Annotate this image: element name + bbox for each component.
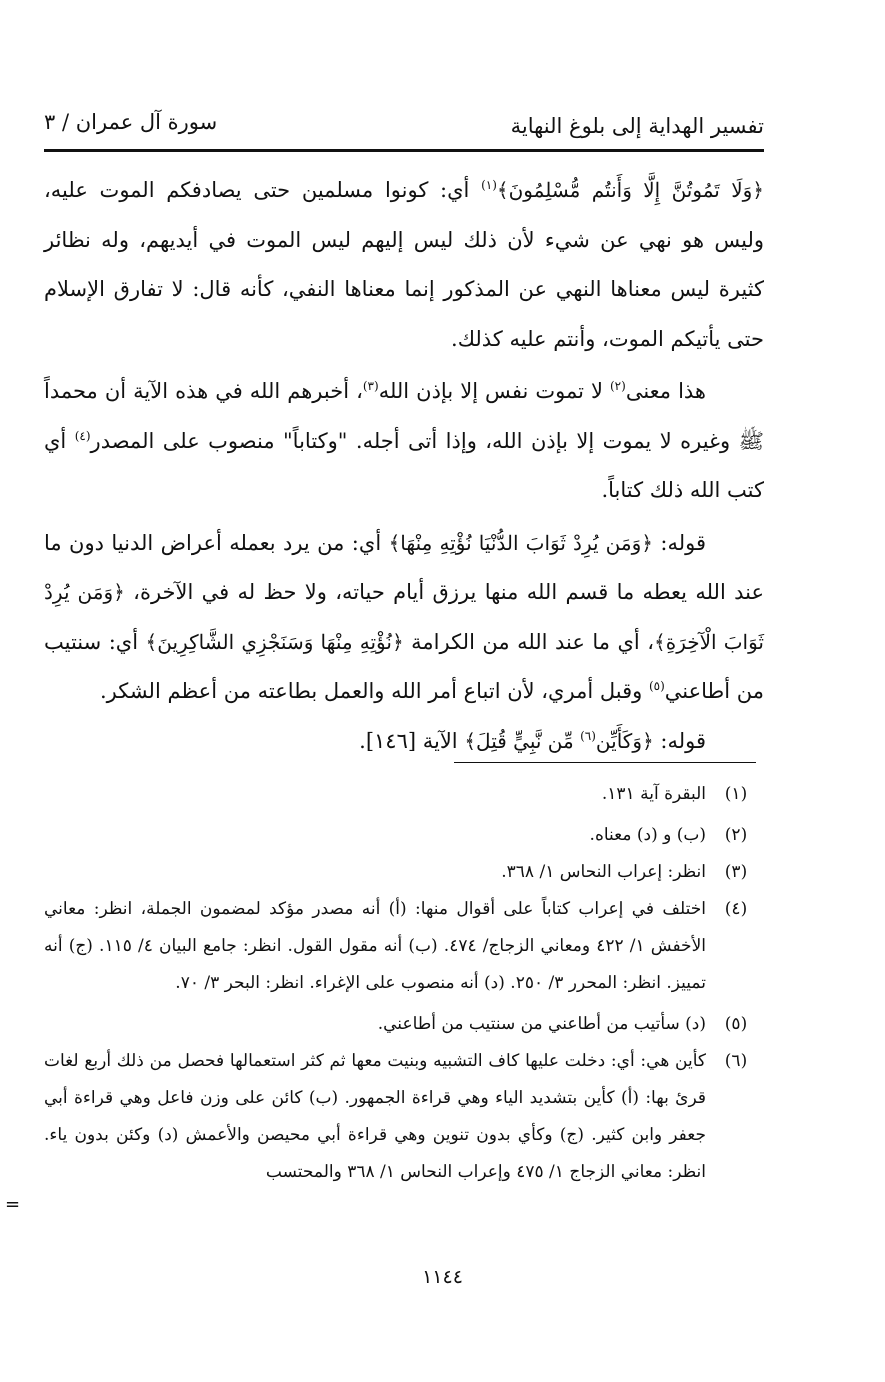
paragraph-3 [44, 519, 764, 717]
main-text [44, 166, 764, 766]
footnote-text: انظر: إعراب النحاس ١/ ٣٦٨. [501, 862, 706, 882]
footnote-text: اختلف في إعراب كتاباً على أقوال منها: (أ) أنه مصدر مؤكد لمضمون الجملة، انظر: معاني الأخفش ١/ ٤٢٢ ومعاني الزجاج/ ٤٧٤. (ب) أنه مقول القول. انظر: جامع البيان ٤/ ١١٥. (ج) أنه تمييز. انظر: المحرر ٣/ ٢٥٠. (د) أنه منصوب على الإغراء. انظر: البحر ٣/ ٧٠. [44, 899, 706, 993]
footnote-number: (٢) [724, 825, 748, 845]
footnote-ref: (١) [481, 178, 497, 192]
continuation-mark: = [5, 1194, 21, 1215]
footnote-text: (ب) و (د) معناه. [589, 825, 706, 845]
quran-verse: ﴿نُؤْتِهِ مِنْهَا وَسَنَجْزِي الشَّاكِرِينَ﴾ [145, 629, 404, 654]
footnote-text: البقرة آية ١٣١. [601, 784, 706, 804]
paragraph-text: الآية [١٤٦]. [359, 728, 465, 753]
quran-verse: ﴿وَكَأَيِّن [595, 728, 654, 753]
paragraph-text: أي: كونوا مسلمين حتى يصادفكم الموت عليه، وليس هو نهي عن شيء لأن ذلك ليس إليهم ليس الموت في أيديهم، وله نظائر كثيرة ليس معناها النهي عن المذكور إنما معناها النفي، كأنه قال: لا تفارق الإسلام حتى يأتيكم الموت، وأنتم عليه كذلك. [44, 178, 764, 351]
footnote-number: (٤) [724, 899, 748, 919]
paragraph-1 [44, 166, 764, 364]
page-number: ١١٤٤ [422, 1266, 463, 1288]
paragraph-text: أي كتب الله ذلك كتاباً. [44, 428, 764, 502]
paragraph-4 [44, 717, 764, 767]
paragraph-text: وقبل أمري، لأن اتباع أمر الله والعمل بطاعته من أعظم الشكر. [99, 679, 649, 703]
paragraph-text: لا تموت نفس إلا بإذن الله [378, 379, 610, 403]
running-header [44, 110, 764, 150]
paragraph-text: أي: سنتيب من أطاعني [44, 629, 764, 703]
footnote [44, 1043, 764, 1191]
footnote-rule [454, 762, 756, 763]
footnote [44, 891, 764, 1002]
surah-label: سورة آل عمران / ٣ [44, 110, 218, 134]
footnote-number: (١) [724, 784, 748, 804]
paragraph-text: قوله: [652, 530, 707, 555]
footnote [44, 854, 764, 891]
footnote [44, 776, 764, 813]
footnote-number: (٥) [724, 1014, 748, 1034]
book-title: تفسير الهداية إلى بلوغ النهاية [510, 114, 764, 138]
paragraph-text: ، أي ما عند الله من الكرامة [403, 629, 654, 654]
footnote-ref: (٥) [648, 679, 665, 693]
paragraph-2 [44, 367, 764, 516]
quran-verse: ﴿وَمَن يُرِدْ ثَوَابَ الدُّنْيَا نُؤْتِهِ مِنْهَا﴾ [388, 530, 653, 555]
paragraph-text: هذا معنى [625, 379, 706, 403]
footnote-ref: (٦) [580, 728, 596, 743]
footnote [44, 817, 764, 854]
footnote-ref: (٤) [74, 428, 91, 443]
quran-verse: ﴿وَلَا تَمُوتُنَّ إِلَّا وَأَنتُم مُّسْلِمُونَ﴾ [496, 178, 764, 202]
quran-verse: ﴿وَمَن يُرِدْ ثَوَابَ الْآخِرَةِ﴾ [44, 580, 764, 654]
paragraph-text: ، أخبرهم الله في هذه الآية أن محمداً ﷺ وغيره لا يموت إلا بإذن الله، وإذا أتى أجله. "وكتاباً" منصوب على المصدر [44, 379, 764, 453]
footnote-ref: (٢) [609, 379, 626, 393]
paragraph-text: أي: من يرد بعمله أعراض الدنيا دون ما عند الله يعطه ما قسم الله منها يرزق أيام حياته، ولا حظ له في الآخرة، [44, 530, 764, 604]
footnote-text: كأين هي: أي: دخلت عليها كاف التشبيه وبنيت معها ثم كثر استعمالها فحصل من ذلك أربع لغات قرئ بها: (أ) كأين بتشديد الياء وهي قراءة الجمهور. (ب) كائن على وزن فاعل وهي قراءة أبي جعفر وابن كثير. (ج) وكأي بدون تنوين وهي قراءة أبي محيصن والأعمش (د) وكئن بدون ياء. انظر: معاني الزجاج ١/ ٤٧٥ وإعراب النحاس ١/ ٣٦٨ والمحتسب [44, 1051, 706, 1182]
footnote [44, 1006, 764, 1043]
header-rule [44, 149, 764, 152]
footnote-ref: (٣) [362, 379, 379, 393]
footnote-number: (٣) [724, 862, 748, 882]
footnote-text: (د) سأتيب من أطاعني من سنتيب من أطاعني. [377, 1014, 706, 1034]
footnotes [44, 776, 764, 1191]
footnote-number: (٦) [724, 1051, 748, 1071]
paragraph-text: قوله: [653, 728, 706, 753]
quran-verse: مِّن نَّبِيٍّ قُتِلَ﴾ [464, 728, 581, 753]
